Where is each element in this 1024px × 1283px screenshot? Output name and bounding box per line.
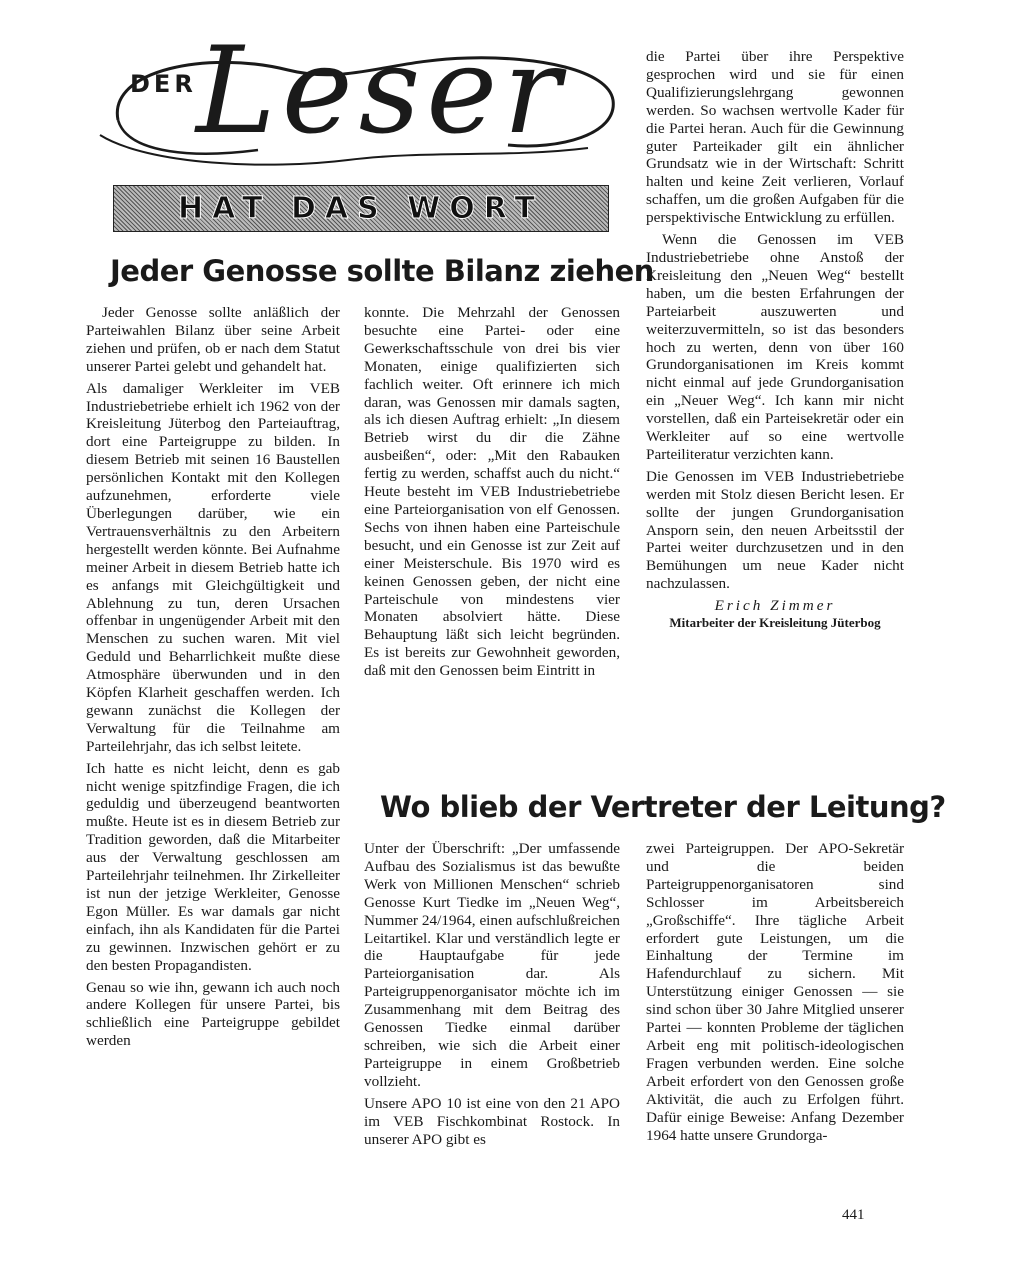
masthead-band-text: HAT DAS WORT bbox=[178, 191, 544, 226]
article2-column-2 bbox=[646, 840, 904, 1148]
masthead bbox=[88, 22, 628, 240]
paragraph: zwei Parteigruppen. Der APO-Sekretär und die beiden Parteigruppenorganisatoren sind Schlosser im Arbeitsbereich „Großschiffe“. Ihre tägliche Arbeit erfordert gute Leistungen, um die Einhaltung der Termine im Hafendurchlauf zu sichern. Mit Unterstützung einiger Genossen — sie sind schon über 30 Jahre Mitglied unserer Partei — konnten Probleme der täglichen Arbeit eng mit politisch-ideologischen Fragen verbunden werden. Eine solche Arbeit erfordert von den Genossen große Aktivität, die auch zu Erfolgen führt. Dafür einige Beweise: Anfang Dezember 1964 hatte unsere Grundorga- bbox=[646, 840, 904, 1144]
paragraph: Unsere APO 10 ist eine von den 21 APO im VEB Fischkombinat Rostock. In unserer APO gibt es bbox=[364, 1094, 620, 1148]
paragraph: Jeder Genosse sollte anläßlich der Parteiwahlen Bilanz über seine Arbeit ziehen und prüfen, ob er nach dem Statut unserer Partei gelebt und gehandelt hat. bbox=[86, 304, 340, 375]
paragraph: konnte. Die Mehrzahl der Genossen besuchte eine Partei- oder eine Gewerkschaftsschule von drei bis vier Monaten, einige qualifizierten sich fachlich weiter. Oft erinnere ich mich daran, was Genossen mir damals sagten, als ich diesen Auftrag erhielt: „In diesem Betrieb wirst du dir die Zähne ausbeißen“, oder: „Mit den Rabauken fertig zu werden, schaffst auch du nicht.“ Heute besteht im VEB Industriebetriebe eine Parteiorganisation von elf Genossen. Sechs von ihnen haben eine Parteischule besucht, und ein Genosse ist zur Zeit auf einer Meisterschule. Bis 1970 wird es keinen Genossen geben, der nicht eine Parteischule von mindestens vier Monaten absolviert hätte. Diese Behauptung läßt sich leicht begründen. Es ist bereits zur Gewohnheit geworden, daß mit den Genossen beim Eintritt in bbox=[364, 304, 620, 680]
masthead-leser: Leser bbox=[196, 22, 567, 161]
masthead-band bbox=[113, 185, 609, 232]
article2-headline: Wo blieb der Vertreter der Leitung? bbox=[380, 790, 946, 824]
article1-headline: Jeder Genosse sollte Bilanz ziehen bbox=[110, 254, 654, 288]
article1-column-2 bbox=[364, 304, 620, 684]
paragraph: Wenn die Genossen im VEB Industriebetriebe ohne Anstoß der Kreisleitung den „Neuen Weg“ bestellt haben, um die besten Erfahrungen der Parteiarbeit auszuwerten und weiterzuvermitteln, so ist das besonders hoch zu werten, denn von über 160 Grundorganisationen im Kreis kommt nicht einmal auf jede Grundorganisation ein „Neuer Weg“. Ich kann mir nicht vorstellen, daß ein Parteisekretär oder ein Werkleiter auf so eine wertvolle Parteiliteratur verzichten kann. bbox=[646, 231, 904, 463]
signature-role: Mitarbeiter der Kreisleitung Jüterbog bbox=[669, 615, 881, 631]
paragraph: Genau so wie ihn, gewann ich auch noch andere Kollegen für unsere Partei, bis schließlich eine Parteigruppe gebildet werden bbox=[86, 978, 340, 1050]
paragraph: Als damaliger Werkleiter im VEB Industriebetriebe erhielt ich 1962 von der Kreisleitung Jüterbog den Parteiauftrag, dort eine Parteigruppe zu bilden. In diesem Betrieb mit seinen 16 Baustellen persönlichen Kontakt mit den Kollegen aufzunehmen, erforderte viele Überlegungen darüber, wie ein Vertrauensverhältnis zu den Arbeitern hergestellt werden könnte. Bei Aufnahme meiner Arbeit in diesem Betrieb hatte ich es anfangs mit Gleichgültigkeit und Ablehnung zu tun, deren Ursachen offenbar in ungenügender Arbeit mit den Menschen zu suchen waren. Mit viel Geduld und Beharrlichkeit mußte diese Atmosphäre überwunden und in den Köpfen Klarheit geschaffen werden. Ich gewann zunächst die Kollegen der Verwaltung für die Teilnahme am Parteilehrjahr, das ich selbst leitete. bbox=[86, 379, 340, 755]
paragraph: Unter der Überschrift: „Der umfassende Aufbau des Sozialismus ist das bewußte Werk von Millionen Menschen“ schrieb Genosse Kurt Tiedke im „Neuen Weg“, Nummer 24/1964, einen aufschlußreichen Leitartikel. Klar und verständlich legte er die Hauptaufgabe für jede Parteiorganisation dar. Als Parteigruppenorganisator möchte ich im Zusammenhang mit dem Beitrag des Genossen Tiedke einmal darüber schreiben, wie sich die Arbeit einer Parteigruppe in einem Großbetrieb vollzieht. bbox=[364, 840, 620, 1090]
article2-column-1 bbox=[364, 840, 620, 1152]
paragraph: Ich hatte es nicht leicht, denn es gab nicht wenige spitzfindige Fragen, die ich geduldig und überzeugend beantworten mußte. Heute ist es in diesem Betrieb zur Tradition geworden, daß die Mitarbeiter aus der Verwaltung geschlossen am Parteilehrjahr teilnehmen. Ihr Zirkelleiter ist nun der jetzige Werkleiter, Genosse Egon Müller. Es war damals gar nicht einfach, ihn als Kandidaten für die Partei zu gewinnen. Inzwischen gehört er zu den besten Propagandisten. bbox=[86, 759, 340, 974]
signature-name: Erich Zimmer bbox=[714, 597, 836, 615]
masthead-der: DER bbox=[130, 70, 197, 98]
paragraph: Die Genossen im VEB Industriebetriebe werden mit Stolz diesen Bericht lesen. Er sollte der jungen Grundorganisation Ansporn sein, den neuen Arbeitsstil der Partei weiter durchzusetzen und in den Bemühungen um neue Kader nicht nachzulassen. bbox=[646, 467, 904, 593]
paragraph: die Partei über ihre Perspektive gesprochen wird und sie für einen Qualifizierungslehrgang gewonnen werden. So wachsen wertvolle Kader für die Partei heran. Auch für die Gewinnung guter Parteikader gilt ein ähnlicher Grundsatz wie in der Wirtschaft: Schritt halten und keine Zeit verlieren, Vorlauf schaffen, um die großen Aufgaben für die perspektivische Entwicklung zu erfüllen. bbox=[646, 48, 904, 227]
article1-column-3 bbox=[646, 48, 904, 630]
article1-column-1 bbox=[86, 304, 340, 1054]
page-number: 441 bbox=[842, 1207, 865, 1223]
